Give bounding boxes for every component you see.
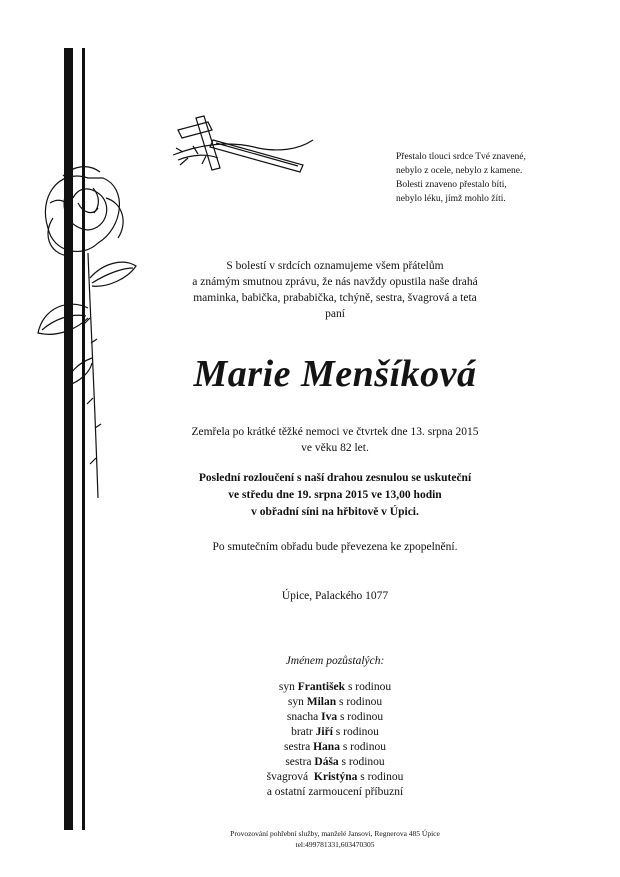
mourner-row	[150, 785, 520, 800]
mourner-row	[150, 755, 520, 770]
deceased-name: Marie Menšíková	[193, 353, 477, 395]
address: Úpice, Palackého 1077	[281, 590, 389, 602]
cremation-note: Po smutečním obřadu bude převezena ke zpopelnění.	[212, 541, 458, 553]
poem-line: Přestalo tlouci srdce Tvé znavené,	[396, 152, 526, 162]
relation: sestra	[285, 756, 315, 768]
footer-line: Provozování pohřební služby, manželé Jansovi, Regnerova 485 Úpice	[230, 829, 440, 838]
suffix: s rodinou	[337, 711, 384, 723]
poem-line: Bolesti znaveno přestalo bíti,	[396, 180, 507, 190]
farewell-line: v obřadní síni na hřbitově v Úpici.	[251, 506, 419, 518]
mourner-row	[150, 725, 520, 740]
relation: syn	[287, 696, 307, 708]
mourner-row	[150, 740, 520, 755]
suffix: s rodinou	[345, 681, 392, 693]
mourner-name: František	[297, 681, 346, 693]
announcement-intro	[150, 258, 520, 322]
suffix: s rodinou	[357, 771, 404, 783]
suffix: s rodinou	[339, 741, 386, 753]
death-line: Zemřela po krátké těžké nemoci ve čtvrtek dne 13. srpna 2015	[191, 426, 479, 438]
mourner-name: Dáša	[314, 756, 339, 768]
mourner-name: Kristýna	[313, 771, 358, 783]
suffix: s rodinou	[336, 696, 383, 708]
relation: sestra	[284, 741, 314, 753]
mourners-list	[150, 680, 520, 800]
mourner-row	[150, 770, 520, 785]
poem	[396, 150, 546, 206]
death-notice	[150, 424, 520, 456]
suffix: s rodinou	[338, 756, 385, 768]
mourner-row	[150, 680, 520, 695]
mourner-name: Milan	[306, 696, 337, 708]
farewell-details	[150, 470, 520, 521]
death-line: ve věku 82 let.	[301, 442, 369, 454]
intro-line: S bolestí v srdcích oznamujeme všem přátelům	[226, 260, 444, 272]
intro-line: maminka, babička, prababička, tchýně, sestra, švagrová a teta	[193, 292, 477, 304]
intro-line: a známým smutnou zprávu, že nás navždy opustila naše drahá	[192, 276, 478, 288]
mourner-name: Iva	[321, 711, 338, 723]
relation: snacha	[286, 711, 322, 723]
farewell-line: ve středu dne 19. srpna 2015 ve 13,00 hodin	[228, 489, 442, 501]
mourner-name: Hana	[313, 741, 340, 753]
mourner-row	[150, 710, 520, 725]
mourner-row	[150, 695, 520, 710]
intro-line: paní	[325, 308, 345, 320]
relation: švagrová	[266, 771, 314, 783]
relation: bratr	[291, 726, 316, 738]
farewell-line: Poslední rozloučení s naší drahou zesnulou se uskuteční	[198, 472, 472, 484]
funeral-service-footer	[150, 828, 520, 850]
suffix: s rodinou	[332, 726, 379, 738]
poem-line: nebylo léku, jímž mohlo žíti.	[396, 194, 506, 204]
poem-line: nebylo z ocele, nebylo z kamene.	[396, 166, 523, 176]
footer-phone: tel:499781331,603470305	[295, 840, 375, 849]
cross-icon	[168, 110, 318, 190]
relation: a ostatní zarmoucení příbuzní	[266, 786, 404, 798]
relation: syn	[278, 681, 298, 693]
mourner-name: Jiří	[315, 726, 333, 738]
rose-icon	[28, 158, 146, 528]
mourners-title: Jménem pozůstalých:	[285, 655, 385, 667]
